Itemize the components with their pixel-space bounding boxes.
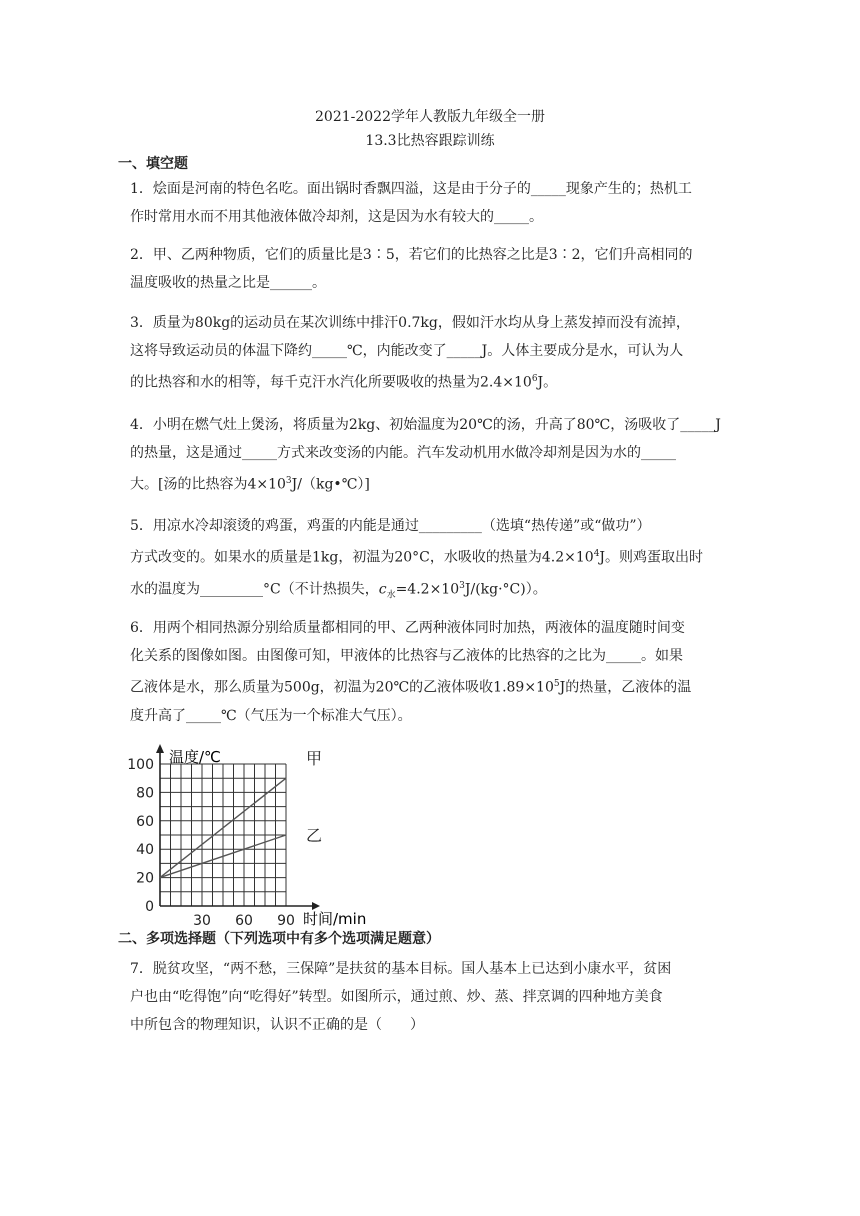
chart-ticks (127, 757, 295, 929)
y-tick-label: 0 (145, 899, 154, 915)
temperature-time-chart (125, 740, 385, 930)
doc-title-line2: 13.3比热容跟踪训练 (365, 133, 495, 149)
question-5: 5．用凉水冷却滚烫的鸡蛋，鸡蛋的内能是通过_________（选填“热传递”或“做功”） 方式改变的。如果水的质量是1kg，初温为20°C，水吸收的热量为$4.2\times 10^4J$。则鸡蛋取出时 水的温度为_________°C（不计热损失，$c_水=4.2\times 10^3J/(kg\cdot^\circ C)$）。 (130, 518, 704, 601)
series-label-jia: 甲 (306, 749, 323, 769)
question-3: 3．质量为80kg的运动员在某次训练中排汗0.7kg，假如汗水均从身上蒸发掉而没有流掉， 这将导致运动员的体温下降约_____℃，内能改变了_____J。人体主要成分是水，可认为人 的比热容和水的相等，每千克汗水汽化所要吸收的热量为$2.4\times 10^6J$。 (130, 315, 690, 391)
y-axis-label: 温度/℃ (169, 748, 221, 766)
x-axis-label: 时间/min (303, 910, 367, 928)
x-tick-label: 30 (193, 913, 211, 929)
y-tick-label: 40 (136, 842, 154, 859)
x-tick-label: 90 (277, 913, 295, 929)
question-1: 1．烩面是河南的特色名吃。面出锅时香飘四溢，这是由于分子的_____现象产生的；热机工 作时常用水而不用其他液体做冷却剂，这是因为水有较大的_____。 (130, 181, 692, 225)
y-axis-arrow (156, 744, 164, 753)
doc-title-line1: 2021-2022学年人教版九年级全一册 (315, 109, 545, 125)
y-tick-label: 80 (136, 785, 154, 802)
y-tick-label: 100 (127, 757, 154, 773)
question-6: 6．用两个相同热源分别给质量都相同的甲、乙两种液体同时加热，两液体的温度随时间变 化关系的图像如图。由图像可知，甲液体的比热容与乙液体的比热容的之比为_____。如果 乙液体是水，那么质量为500g，初温为20℃的乙液体吸收$1.89\times 10^5J$的热量，乙液体的温 度升高了_____℃（气压为一个标准大气压）。 (130, 620, 692, 724)
question-2: 2．甲、乙两种物质，它们的质量比是3∶5，若它们的比热容之比是3∶2，它们升高相同的 温度吸收的热量之比是______。 (130, 247, 693, 291)
chart-grid (160, 764, 286, 906)
series-label-yi: 乙 (306, 826, 323, 845)
section-fill-in-blank: 一、填空题 (118, 156, 188, 172)
x-tick-label: 60 (235, 913, 253, 929)
question-7: 7．脱贫攻坚，“两不愁，三保障”是扶贫的基本目标。国人基本上已达到小康水平，贫困 户也由“吃得饱”向“吃得好”转型。如图所示，通过煎、炒、蒸、拌烹调的四种地方美食 中所包含的物理知识，认识不正确的是（ ） (130, 961, 672, 1033)
section-multiple-choice: 二、多项选择题（下列选项中有多个选项满足题意） (118, 931, 440, 947)
chart-series (160, 749, 322, 877)
question-4: 4．小明在燃气灶上煲汤，将质量为2kg、初始温度为20℃的汤，升高了80℃，汤吸收了_____J 的热量，这是通过_____方式来改变汤的内能。汽车发动机用水做冷却剂是因为水的_____ 大。[汤的比热容为$4\times 10^3J/(kg•℃)$] (130, 417, 721, 493)
y-tick-label: 60 (136, 813, 154, 830)
x-axis-arrow (312, 902, 320, 910)
y-tick-label: 20 (136, 870, 154, 887)
